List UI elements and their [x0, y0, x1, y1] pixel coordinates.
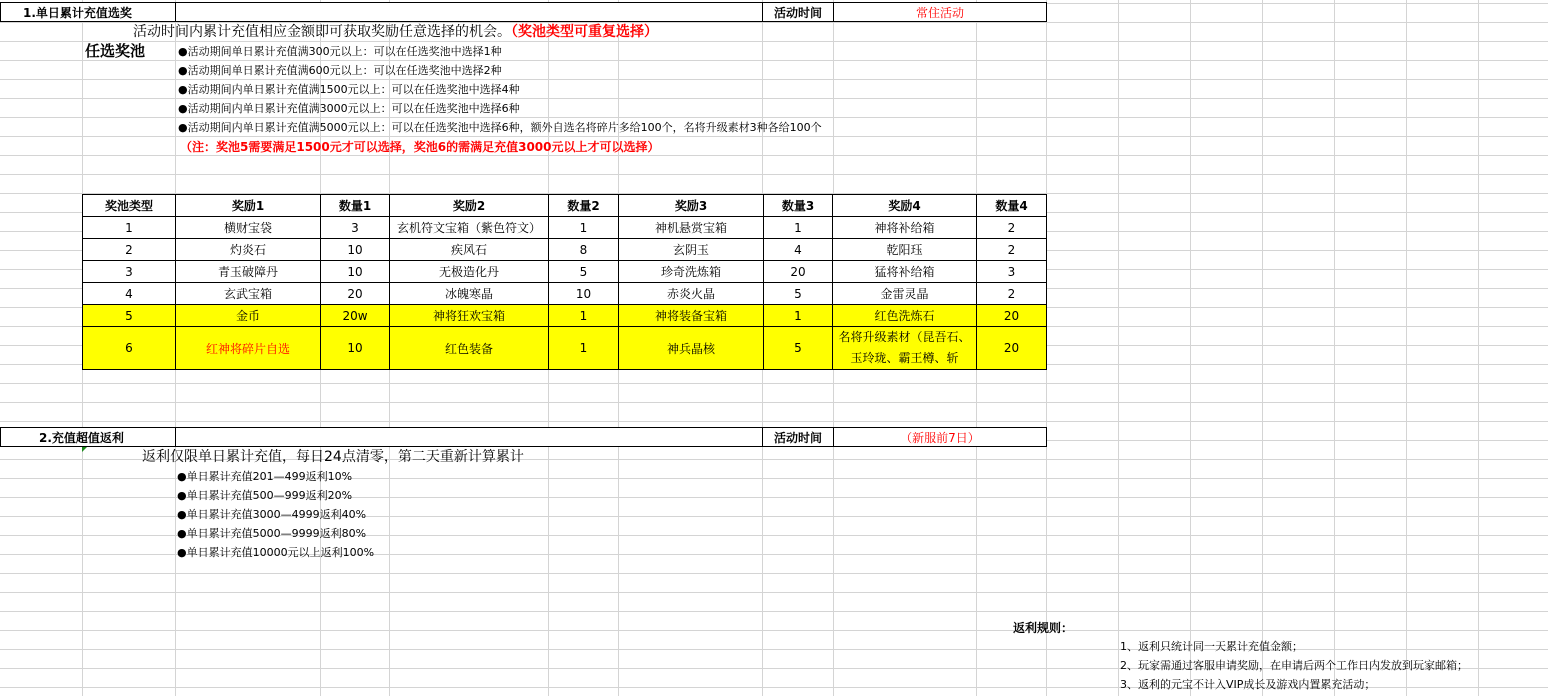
table-cell: 赤炎火晶	[619, 283, 764, 305]
column-header: 数量2	[549, 195, 619, 217]
table-cell: 10	[321, 239, 390, 261]
table-row	[83, 239, 1047, 261]
table-cell: 20	[977, 305, 1047, 327]
table-cell: 红色洗炼石	[833, 305, 977, 327]
table-cell: 玄阴玉	[619, 239, 764, 261]
pool-label: 任选奖池	[85, 42, 146, 60]
table-cell: 1	[549, 327, 619, 370]
table-cell: 神将装备宝箱	[619, 305, 764, 327]
table-cell: 20	[321, 283, 390, 305]
table-cell: 2	[977, 217, 1047, 239]
table-cell: 5	[549, 261, 619, 283]
section2-bullet: ●单日累计充值500—999返利20%	[177, 489, 353, 502]
section2-bullet: ●单日累计充值10000元以上返利100%	[177, 546, 375, 559]
rules-item: 1、返利只统计同一天累计充值金额；	[1120, 640, 1303, 653]
section1-bullet: ●活动期间内单日累计充值满1500元以上：可以在任选奖池中选择4种	[178, 83, 520, 96]
section1-title-spacer	[175, 2, 763, 22]
table-cell: 10	[549, 283, 619, 305]
table-cell: 金币	[176, 305, 321, 327]
section1-bullet: ●活动期间内单日累计充值满3000元以上：可以在任选奖池中选择6种	[178, 102, 520, 115]
table-cell: 3	[83, 261, 176, 283]
section2-bullet: ●单日累计充值3000—4999返利40%	[177, 508, 367, 521]
column-header: 奖励3	[619, 195, 764, 217]
column-header: 奖池类型	[83, 195, 176, 217]
table-cell: 3	[977, 261, 1047, 283]
table-cell-wrapped	[833, 327, 977, 370]
table-cell: 2	[977, 239, 1047, 261]
table-cell: 4	[764, 239, 833, 261]
table-cell: 乾阳珏	[833, 239, 977, 261]
table-cell: 1	[549, 305, 619, 327]
rules-item: 2、玩家需通过客服申请奖励，在申请后两个工作日内发放到玩家邮箱；	[1120, 659, 1468, 672]
table-cell: 猛将补给箱	[833, 261, 977, 283]
section1-note: （注：奖池5需要满足1500元才可以选择，奖池6的需满足充值3000元以上才可以选择）	[180, 140, 660, 154]
table-cell: 1	[764, 305, 833, 327]
table-row	[83, 261, 1047, 283]
section1-bullet: ●活动期间单日累计充值满600元以上：可以在任选奖池中选择2种	[178, 64, 502, 77]
section1-bullet: ●活动期间内单日累计充值满5000元以上：可以在任选奖池中选择6种，额外自选名将碎片多给100个，名将升级素材3种各给100个	[178, 121, 822, 134]
table-row-highlighted	[83, 327, 1047, 370]
table-cell: 神兵晶核	[619, 327, 764, 370]
comment-indicator	[82, 447, 87, 452]
table-cell: 神将补给箱	[833, 217, 977, 239]
table-cell: 1	[764, 217, 833, 239]
table-cell: 横财宝袋	[176, 217, 321, 239]
section2-title: 2.充值超值返利	[0, 427, 176, 447]
table-cell: 2	[83, 239, 176, 261]
table-row	[83, 283, 1047, 305]
table-row-highlighted	[83, 305, 1047, 327]
table-cell: 6	[83, 327, 176, 370]
section1-intro	[133, 25, 658, 39]
table-cell: 疾风石	[390, 239, 549, 261]
column-header: 奖励1	[176, 195, 321, 217]
table-cell: 红神将碎片自选	[176, 327, 321, 370]
table-cell: 冰魄寒晶	[390, 283, 549, 305]
table-cell: 青玉破障丹	[176, 261, 321, 283]
column-header: 数量4	[977, 195, 1047, 217]
section1-time-value: 常住活动	[833, 2, 1047, 22]
table-cell: 10	[321, 261, 390, 283]
section2-time-label: 活动时间	[762, 427, 834, 447]
section1-title: 1.单日累计充值选奖	[0, 2, 176, 22]
table-cell: 玄机符文宝箱（紫色符文）	[390, 217, 549, 239]
section2-bullet: ●单日累计充值5000—9999返利80%	[177, 527, 367, 540]
rules-item: 3、返利的元宝不计入VIP成长及游戏内置累充活动；	[1120, 678, 1376, 691]
section2-time-value: （新服前7日）	[833, 427, 1047, 447]
table-cell: 5	[764, 283, 833, 305]
table-cell: 20w	[321, 305, 390, 327]
table-cell: 5	[764, 327, 833, 370]
section2-bullet: ●单日累计充值201—499返利10%	[177, 470, 353, 483]
table-cell: 金雷灵晶	[833, 283, 977, 305]
table-cell: 8	[549, 239, 619, 261]
table-cell: 神将狂欢宝箱	[390, 305, 549, 327]
section1-intro-text: 活动时间内累计充值相应金额即可获取奖励任意选择的机会。	[133, 24, 511, 40]
table-cell: 灼炎石	[176, 239, 321, 261]
table-cell: 红色装备	[390, 327, 549, 370]
table-cell: 1	[549, 217, 619, 239]
column-header: 奖励2	[390, 195, 549, 217]
section1-intro-note: （奖池类型可重复选择）	[511, 24, 658, 40]
table-row	[83, 217, 1047, 239]
table-cell: 4	[83, 283, 176, 305]
table-cell: 20	[977, 327, 1047, 370]
section1-bullet: ●活动期间单日累计充值满300元以上：可以在任选奖池中选择1种	[178, 45, 502, 58]
table-cell: 神机悬赏宝箱	[619, 217, 764, 239]
table-cell: 2	[977, 283, 1047, 305]
table-cell: 珍奇洗炼箱	[619, 261, 764, 283]
section2-intro: 返利仅限单日累计充值，每日24点清零，第二天重新计算累计	[142, 449, 524, 465]
section2-title-spacer	[175, 427, 763, 447]
table-cell: 1	[83, 217, 176, 239]
column-header: 数量3	[764, 195, 833, 217]
wrapped-text: 名将升级素材（昆吾石、玉玲珑、霸王樽、斩	[838, 330, 971, 365]
table-cell: 20	[764, 261, 833, 283]
reward-pool-table	[82, 194, 1047, 370]
table-header-row	[83, 195, 1047, 217]
table-cell: 玄武宝箱	[176, 283, 321, 305]
table-cell: 无极造化丹	[390, 261, 549, 283]
rules-label: 返利规则：	[1013, 621, 1074, 635]
column-header: 数量1	[321, 195, 390, 217]
table-cell: 5	[83, 305, 176, 327]
column-header: 奖励4	[833, 195, 977, 217]
section1-time-label: 活动时间	[762, 2, 834, 22]
table-cell: 10	[321, 327, 390, 370]
table-cell: 3	[321, 217, 390, 239]
